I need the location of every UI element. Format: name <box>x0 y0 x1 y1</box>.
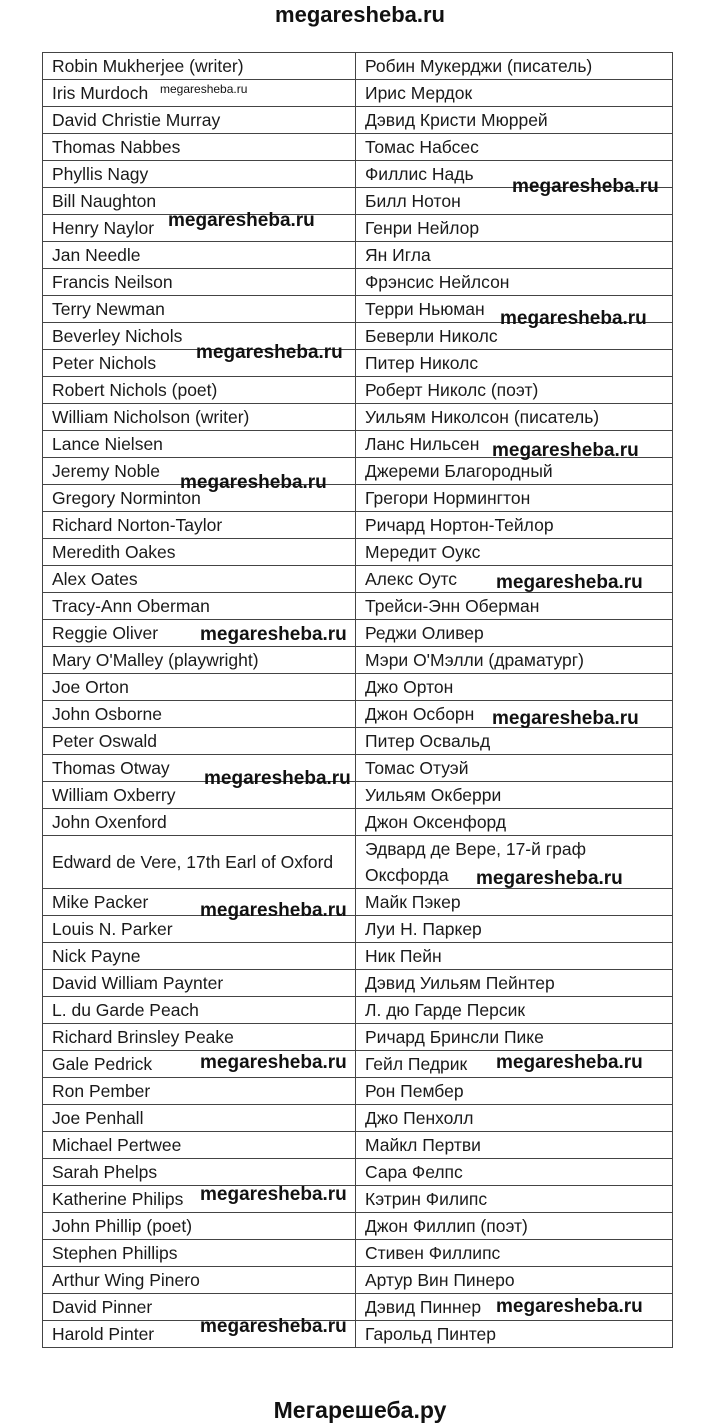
watermark: megaresheba.ru <box>200 1184 347 1205</box>
english-name-cell: Henry Naylor <box>43 215 356 242</box>
russian-name-cell: Терри Ньюман <box>356 296 673 323</box>
russian-name-cell: Беверли Николс <box>356 323 673 350</box>
table-row <box>43 782 673 809</box>
russian-name-cell: Томас Отуэй <box>356 755 673 782</box>
russian-name-cell: Стивен Филлипс <box>356 1240 673 1267</box>
table-row <box>43 80 673 107</box>
table-row <box>43 1213 673 1240</box>
russian-name-cell: Ирис Мердок <box>356 80 673 107</box>
russian-name-cell: Реджи Оливер <box>356 620 673 647</box>
english-name-cell: Arthur Wing Pinero <box>43 1267 356 1294</box>
russian-name-cell: Сара Фелпс <box>356 1159 673 1186</box>
watermark: megaresheba.ru <box>200 900 347 921</box>
english-name-cell: Ron Pember <box>43 1078 356 1105</box>
russian-name-cell: Мередит Оукс <box>356 539 673 566</box>
english-name-cell: Jeremy Noble <box>43 458 356 485</box>
russian-name-cell: Дэвид Уильям Пейнтер <box>356 970 673 997</box>
english-name-cell: David William Paynter <box>43 970 356 997</box>
english-name-cell: Sarah Phelps <box>43 1159 356 1186</box>
russian-name-cell: Ричард Бринсли Пике <box>356 1024 673 1051</box>
table-row <box>43 269 673 296</box>
english-name-cell: Joe Penhall <box>43 1105 356 1132</box>
table-row <box>43 809 673 836</box>
english-name-cell: Robert Nichols (poet) <box>43 377 356 404</box>
russian-name-cell: Рон Пембер <box>356 1078 673 1105</box>
english-name-cell: Mike Packer <box>43 889 356 916</box>
watermark: megaresheba.ru <box>496 1296 643 1317</box>
english-name-cell: William Nicholson (writer) <box>43 404 356 431</box>
table-row <box>43 350 673 377</box>
russian-name-cell: Майк Пэкер <box>356 889 673 916</box>
english-name-cell: John Osborne <box>43 701 356 728</box>
english-name-cell: Iris Murdoch <box>43 80 356 107</box>
english-name-cell: Harold Pinter <box>43 1321 356 1348</box>
russian-name-cell: Питер Николс <box>356 350 673 377</box>
english-name-cell: Phyllis Nagy <box>43 161 356 188</box>
table-row <box>43 943 673 970</box>
russian-name-cell: Джон Филлип (поэт) <box>356 1213 673 1240</box>
english-name-cell: Jan Needle <box>43 242 356 269</box>
table-row <box>43 1132 673 1159</box>
watermark: megaresheba.ru <box>196 342 343 363</box>
russian-name-cell: Джон Осборн <box>356 701 673 728</box>
english-name-cell: John Oxenford <box>43 809 356 836</box>
english-name-cell: John Phillip (poet) <box>43 1213 356 1240</box>
russian-name-cell: Дэвид Пиннер <box>356 1294 673 1321</box>
russian-name-cell: Мэри О'Мэлли (драматург) <box>356 647 673 674</box>
english-name-cell: Beverley Nichols <box>43 323 356 350</box>
russian-name-cell: Томас Набсес <box>356 134 673 161</box>
watermark: megaresheba.ru <box>492 440 639 461</box>
russian-name-cell: Ник Пейн <box>356 943 673 970</box>
russian-name-cell: Гарольд Пинтер <box>356 1321 673 1348</box>
english-name-cell: Katherine Philips <box>43 1186 356 1213</box>
english-name-cell: Alex Oates <box>43 566 356 593</box>
table-row <box>43 620 673 647</box>
english-name-cell: Joe Orton <box>43 674 356 701</box>
english-name-cell: Reggie Oliver <box>43 620 356 647</box>
english-name-cell: Meredith Oakes <box>43 539 356 566</box>
russian-name-cell: Артур Вин Пинеро <box>356 1267 673 1294</box>
english-name-cell: Peter Oswald <box>43 728 356 755</box>
english-name-cell: Richard Norton-Taylor <box>43 512 356 539</box>
english-name-cell: Gale Pedrick <box>43 1051 356 1078</box>
table-row <box>43 1240 673 1267</box>
english-name-cell: Thomas Nabbes <box>43 134 356 161</box>
table-row <box>43 674 673 701</box>
table-row <box>43 1321 673 1348</box>
russian-name-cell: Джо Ортон <box>356 674 673 701</box>
russian-name-cell: Ян Игла <box>356 242 673 269</box>
russian-name-cell: Ланс Нильсен <box>356 431 673 458</box>
russian-name-cell: Питер Освальд <box>356 728 673 755</box>
english-name-cell: Richard Brinsley Peake <box>43 1024 356 1051</box>
table-row <box>43 970 673 997</box>
russian-name-cell: Дэвид Кристи Мюррей <box>356 107 673 134</box>
watermark: megaresheba.ru <box>200 624 347 645</box>
table-row <box>43 1024 673 1051</box>
russian-name-cell: Фрэнсис Нейлсон <box>356 269 673 296</box>
watermark: megaresheba.ru <box>168 210 315 231</box>
watermark: megaresheba.ru <box>496 1052 643 1073</box>
table-row <box>43 53 673 80</box>
russian-name-cell: Трейси-Энн Оберман <box>356 593 673 620</box>
english-name-cell: Stephen Phillips <box>43 1240 356 1267</box>
english-name-cell: David Christie Murray <box>43 107 356 134</box>
russian-name-cell: Джон Оксенфорд <box>356 809 673 836</box>
russian-name-cell: Билл Нотон <box>356 188 673 215</box>
watermark: megaresheba.ru <box>512 176 659 197</box>
russian-name-cell: Л. дю Гарде Персик <box>356 997 673 1024</box>
english-name-cell: L. du Garde Peach <box>43 997 356 1024</box>
russian-name-cell: Уильям Николсон (писатель) <box>356 404 673 431</box>
watermark: megaresheba.ru <box>204 768 351 789</box>
table-row <box>43 916 673 943</box>
english-name-cell: Mary O'Malley (playwright) <box>43 647 356 674</box>
table-row <box>43 1159 673 1186</box>
watermark: megaresheba.ru <box>200 1316 347 1337</box>
english-name-cell: William Oxberry <box>43 782 356 809</box>
table-row <box>43 404 673 431</box>
table-row <box>43 512 673 539</box>
english-name-cell: Gregory Norminton <box>43 485 356 512</box>
russian-name-cell: Филлис Надь <box>356 161 673 188</box>
names-table-body <box>43 53 673 1348</box>
table-row <box>43 1078 673 1105</box>
table-row <box>43 755 673 782</box>
table-row <box>43 593 673 620</box>
table-row <box>43 1105 673 1132</box>
english-name-cell: David Pinner <box>43 1294 356 1321</box>
english-name-cell: Tracy-Ann Oberman <box>43 593 356 620</box>
watermark: megaresheba.ru <box>492 708 639 729</box>
russian-name-cell: Эдвард де Вере, 17-й граф Оксфорда <box>356 836 673 889</box>
english-name-cell: Robin Mukherjee (writer) <box>43 53 356 80</box>
english-name-cell: Nick Payne <box>43 943 356 970</box>
english-name-cell: Edward de Vere, 17th Earl of Oxford <box>43 836 356 889</box>
table-row <box>43 539 673 566</box>
table-row <box>43 134 673 161</box>
table-row <box>43 1267 673 1294</box>
table-row <box>43 728 673 755</box>
table-row <box>43 647 673 674</box>
english-name-cell: Peter Nichols <box>43 350 356 377</box>
russian-name-cell: Робин Мукерджи (писатель) <box>356 53 673 80</box>
english-name-cell: Michael Pertwee <box>43 1132 356 1159</box>
table-row <box>43 889 673 916</box>
english-name-cell: Lance Nielsen <box>43 431 356 458</box>
russian-name-cell: Джо Пенхолл <box>356 1105 673 1132</box>
english-name-cell: Louis N. Parker <box>43 916 356 943</box>
russian-name-cell: Джереми Благородный <box>356 458 673 485</box>
watermark: megaresheba.ru <box>476 868 623 889</box>
table-row <box>43 242 673 269</box>
watermark: megaresheba.ru <box>160 82 248 96</box>
russian-name-cell: Грегори Нормингтон <box>356 485 673 512</box>
russian-name-cell: Генри Нейлор <box>356 215 673 242</box>
russian-name-cell: Ричард Нортон-Тейлор <box>356 512 673 539</box>
russian-name-cell: Луи Н. Паркер <box>356 916 673 943</box>
russian-name-cell: Роберт Николс (поэт) <box>356 377 673 404</box>
table-row <box>43 107 673 134</box>
table-row <box>43 377 673 404</box>
russian-name-cell: Кэтрин Филипс <box>356 1186 673 1213</box>
names-table <box>42 52 673 1348</box>
table-row <box>43 1186 673 1213</box>
english-name-cell: Terry Newman <box>43 296 356 323</box>
russian-name-cell: Алекс Оутс <box>356 566 673 593</box>
english-name-cell: Bill Naughton <box>43 188 356 215</box>
russian-name-cell: Гейл Педрик <box>356 1051 673 1078</box>
russian-name-cell: Уильям Окберри <box>356 782 673 809</box>
english-name-cell: Francis Neilson <box>43 269 356 296</box>
site-header: megaresheba.ru <box>275 2 445 27</box>
watermark: megaresheba.ru <box>496 572 643 593</box>
table-row <box>43 485 673 512</box>
watermark: megaresheba.ru <box>180 472 327 493</box>
table-row <box>43 997 673 1024</box>
english-name-cell: Thomas Otway <box>43 755 356 782</box>
site-footer: Мегарешеба.ру <box>273 1397 447 1423</box>
watermark: megaresheba.ru <box>200 1052 347 1073</box>
russian-name-cell: Майкл Пертви <box>356 1132 673 1159</box>
table-row <box>43 215 673 242</box>
watermark: megaresheba.ru <box>500 308 647 329</box>
